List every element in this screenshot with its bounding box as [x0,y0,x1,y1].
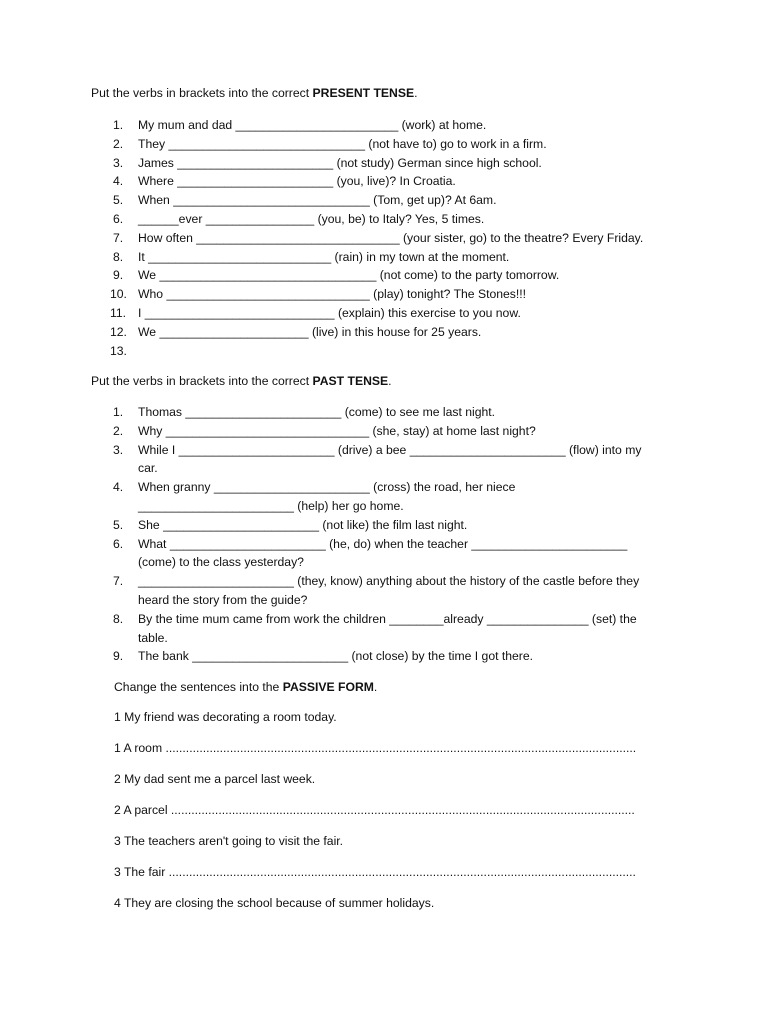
list-item [0,610,768,648]
list-item [0,135,768,154]
item-text: How often ______________________________ (your sister, go) to the theatre? Every Friday. [138,230,644,245]
item-number: 2. [113,423,124,438]
list-item [0,248,768,267]
item-text: While I _______________________ (drive) a bee _______________________ (flow) into my [138,442,642,457]
passive-sentence-1: 1 My friend was decorating a room today. [114,710,337,724]
item-text: James _______________________ (not study) German since high school. [138,155,542,170]
item-number: 1. [113,405,124,419]
item-number: 8. [113,611,124,626]
item-text-continued: (come) to the class yesterday? [138,555,304,570]
item-text: When _____________________________ (Tom, get up)? At 6am. [138,193,497,208]
passive-sentence-4: 4 They are closing the school because of summer holidays. [114,896,435,910]
past-tense-list [0,403,768,666]
list-item [0,116,768,135]
list-item [0,172,768,191]
list-item [0,304,768,323]
item-text: _______________________ (they, know) anything about the history of the castle before they [138,574,640,589]
list-item [0,323,768,342]
passive-answer-line-1: 1 A room ........................................................................................................................................... [114,741,637,755]
list-item [0,229,768,248]
list-item [0,154,768,173]
item-number: 9. [113,649,124,664]
passive-answer-line-3: 3 The fair .......................................................................................................................................... [114,865,636,879]
item-number: 12. [110,324,127,339]
item-number: 6. [113,536,124,551]
item-number: 13. [110,343,127,358]
item-text: What _______________________ (he, do) when the teacher _______________________ [138,536,628,551]
item-text: ______ever ________________ (you, be) to Italy? Yes, 5 times. [138,211,485,226]
item-text: The bank _______________________ (not close) by the time I got there. [138,649,534,664]
item-text: Thomas _______________________ (come) to see me last night. [138,405,496,419]
item-text: She _______________________ (not like) the film last night. [138,517,468,532]
item-text: We ________________________________ (not come) to the party tomorrow. [138,268,560,283]
heading-text: Put the verbs in brackets into the correct [91,374,313,388]
item-text-continued: car. [138,461,158,476]
item-number: 10. [110,287,127,302]
heading-suffix: . [414,86,418,100]
item-number: 7. [113,574,124,589]
list-item [0,572,768,610]
item-number: 11. [110,305,127,320]
item-number: 4. [113,174,124,189]
heading-bold-text: PRESENT TENSE [312,86,415,100]
list-item [0,647,768,666]
list-item [0,191,768,210]
item-text-continued: _______________________ (help) her go home. [138,498,404,513]
item-text: It ___________________________ (rain) in my town at the moment. [138,249,510,264]
item-text: My mum and dad ________________________ (work) at home. [138,118,487,132]
present-tense-list [0,116,768,360]
list-item [0,516,768,535]
passive-answer-line-2: 2 A parcel ......................................................................................................................................... [114,803,635,817]
heading-bold-text: PASSIVE FORM [282,680,374,694]
item-number: 9. [113,268,124,283]
list-item [0,441,768,479]
item-text: Why ______________________________ (she, stay) at home last night? [138,423,536,438]
item-number: 2. [113,136,124,151]
list-item [0,422,768,441]
passive-sentence-3: 3 The teachers aren't going to visit the fair. [114,834,344,848]
list-item [0,403,768,422]
item-number: 7. [113,230,124,245]
list-item [0,478,768,516]
item-text: We ______________________ (live) in this house for 25 years. [138,324,482,339]
heading-bold-text: PAST TENSE [312,374,389,388]
heading-text: Change the sentences into the [114,680,283,694]
heading-text: Put the verbs in brackets into the correct [91,86,313,100]
past-tense-heading [91,374,392,388]
passive-sentence-2: 2 My dad sent me a parcel last week. [114,772,316,786]
item-number: 3. [113,442,124,457]
item-text: By the time mum came from work the children ________already _______________ (set) the [138,611,637,626]
item-number: 5. [113,193,124,208]
list-item [0,342,768,361]
item-text-continued: table. [138,630,168,645]
item-number: 8. [113,249,124,264]
item-text: I ____________________________ (explain) this exercise to you now. [138,305,521,320]
item-number: 4. [113,480,124,495]
item-text: They _____________________________ (not have to) go to work in a firm. [138,136,547,151]
item-text: Who ______________________________ (play) tonight? The Stones!!! [138,287,527,302]
heading-suffix: . [373,680,378,694]
list-item [0,210,768,229]
present-tense-heading [91,86,418,100]
item-text: Where _______________________ (you, live)? In Croatia. [138,174,456,189]
item-number: 3. [113,155,124,170]
item-number: 1. [113,118,124,132]
item-text-continued: heard the story from the guide? [138,592,308,607]
item-number: 6. [113,211,124,226]
item-text: When granny _______________________ (cross) the road, her niece [138,480,516,495]
list-item [0,285,768,304]
heading-suffix: . [388,374,392,388]
item-number: 5. [113,517,124,532]
passive-form-heading [114,680,377,694]
list-item [0,266,768,285]
list-item [0,535,768,573]
